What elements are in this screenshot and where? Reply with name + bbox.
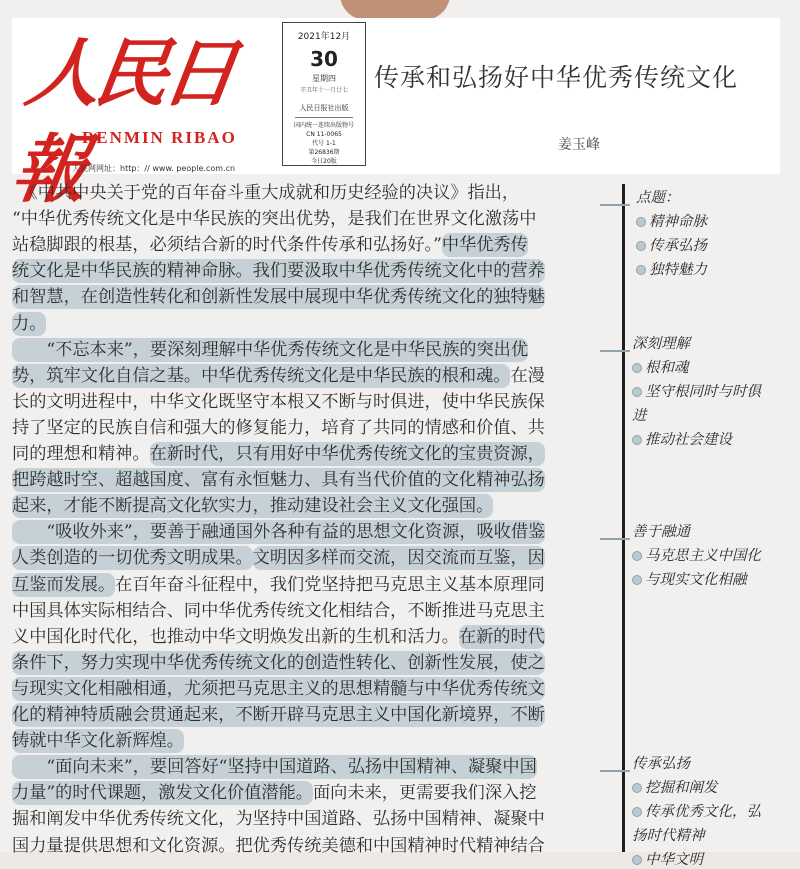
article-line	[12, 389, 545, 415]
note-text: 中华文明	[645, 852, 703, 868]
article-text: 在百年奋斗征程中，我们党坚持把马克思主义基本原理同	[115, 574, 545, 595]
note-text: 推动社会建设	[645, 432, 732, 448]
article-text: 站稳脚跟的根基，必须结合新的时代条件传承和弘扬好。”	[12, 235, 442, 256]
bullet-dot-icon	[632, 783, 642, 793]
date-box	[282, 22, 366, 166]
issn-line: CN 11-0065	[306, 131, 342, 138]
article-author: 姜玉峰	[558, 137, 600, 153]
article-line	[12, 337, 528, 363]
article-line	[12, 728, 184, 754]
note-text: 进	[632, 408, 647, 424]
note-item	[632, 824, 705, 845]
logo-pinyin: RENMIN RIBAO	[82, 128, 237, 147]
article-headline: 传承和弘扬好中华优秀传统文化	[374, 63, 739, 92]
article-line	[12, 598, 545, 624]
article-text: “中华优秀传统文化是中华民族的突出优势，是我们在世界文化激荡中	[12, 209, 537, 230]
note-item	[632, 544, 761, 565]
article-text: 《中共中央关于党的百年奋斗重大成就和历史经验的决议》指出，	[12, 183, 520, 203]
article-line	[12, 311, 46, 337]
article-text: 在漫	[510, 365, 545, 386]
note-item	[632, 380, 761, 401]
issn-line: 代号 1-1	[312, 140, 336, 147]
date-divider	[295, 117, 352, 118]
bullet-dot-icon	[632, 807, 642, 817]
website-line: 人民网网址：http：// www. people.com.cn	[72, 164, 236, 173]
top-decoration	[340, 0, 450, 20]
note-text: 传承优秀文化，弘	[645, 804, 761, 820]
note-text: 与现实文化相融	[645, 572, 747, 588]
note-item	[632, 568, 747, 589]
note-text: 根和魂	[645, 360, 689, 376]
article-text: 国力量提供思想和文化资源。把优秀传统美德和中国精神时代精神结合	[12, 835, 545, 856]
highlighted-text: 把跨越时空、超越国度、富有永恒魅力、具有当代价值的文化精神弘扬	[12, 470, 545, 491]
highlighted-text: 与现实文化相融相通，尤须把马克思主义的思想精髓与中华优秀传统文	[12, 678, 545, 699]
article-line	[12, 650, 545, 676]
issn-line: 国内统一连续出版物号	[293, 122, 354, 129]
article-line	[12, 415, 545, 441]
bullet-dot-icon	[632, 575, 642, 585]
highlighted-text: 力量”的时代课题，激发文化价值潜能。	[12, 783, 313, 804]
issn-line: 今日20版	[311, 158, 337, 165]
note-item	[636, 258, 707, 279]
article-text: 长的文明进程中，中华文化既坚守本根又不断与时俱进，使中华民族保	[12, 391, 545, 412]
bullet-dot-icon	[632, 551, 642, 561]
highlighted-text: 和智慧，在创造性转化和创新性发展中展现中华优秀传统文化的独特魅	[12, 287, 545, 308]
bullet-dot-icon	[632, 363, 642, 373]
note-item	[632, 776, 718, 797]
issn-block	[283, 121, 365, 166]
margin-divider-line	[622, 184, 625, 852]
note-item	[636, 210, 707, 231]
highlighted-text: 力。	[12, 313, 47, 334]
highlighted-text: 条件下，努力实现中华优秀传统文化的创造性转化、创新性发展，使之	[12, 652, 545, 673]
note-item	[632, 404, 647, 425]
note-heading: 传承弘扬	[632, 756, 690, 772]
article-line	[12, 676, 545, 702]
note-connector	[600, 204, 630, 206]
bullet-dot-icon	[636, 265, 646, 275]
note-item	[632, 848, 703, 869]
bullet-dot-icon	[632, 435, 642, 445]
note-item	[632, 428, 732, 449]
highlighted-text: 人类创造的一切优秀文明成果。	[12, 548, 253, 569]
date-weekday: 星期四	[312, 74, 336, 83]
date-day: 30	[310, 47, 338, 71]
article-text: 持了坚定的民族自信和强大的修复能力，培育了共同的情感和价值、共	[12, 417, 545, 438]
article-text: 同的理想和精神。	[12, 444, 150, 464]
highlighted-text: “不忘本来”，要深刻理解中华优秀传统文化是中华民族的突出优	[12, 339, 529, 360]
note-heading: 善于融通	[632, 524, 690, 540]
issn-line: 第26836期	[308, 149, 340, 156]
article-text: 义中国化时代化，也推动中华文明焕发出新的生机和活力。	[12, 626, 459, 647]
article-line	[12, 806, 545, 832]
date-lunar: 辛丑年十一月廿七	[299, 87, 348, 94]
logo-title: 人民日報	[7, 31, 237, 213]
note-text: 挖掘和阐发	[645, 780, 718, 796]
article-line	[12, 754, 537, 780]
note-connector	[600, 770, 630, 772]
article-line	[12, 833, 545, 859]
note-text: 扬时代精神	[632, 828, 705, 844]
note-text: 独特魅力	[649, 262, 707, 278]
article-line	[12, 441, 545, 467]
note-connector	[600, 538, 630, 540]
note-text: 传承弘扬	[649, 238, 707, 254]
highlighted-text: 铸就中华文化新辉煌。	[12, 731, 184, 752]
article-text: 中国具体实际相结合、同中华优秀传统文化相结合，不断推进马克思主	[12, 600, 545, 621]
highlighted-text: 在新的时代	[458, 626, 545, 647]
article-line	[12, 284, 545, 310]
note-text: 精神命脉	[649, 214, 707, 230]
article-line	[12, 519, 545, 545]
publisher: 人民日报社出版	[299, 104, 349, 112]
highlighted-text: 势，筑牢文化自信之基。中华优秀传统文化是中华民族的根和魂。	[12, 365, 511, 386]
bullet-dot-icon	[636, 241, 646, 251]
article-line	[12, 232, 528, 258]
highlighted-text: 文明因多样而交流，因交流而互鉴，因	[252, 548, 545, 569]
note-text: 坚守根同时与时俱	[645, 384, 761, 400]
highlighted-text: 中华优秀传	[441, 235, 528, 256]
note-item	[636, 234, 707, 255]
article-line	[12, 545, 545, 571]
highlighted-text: 互鉴而发展。	[12, 574, 116, 595]
article-line	[12, 702, 545, 728]
article-line	[12, 180, 519, 206]
article-line	[12, 467, 545, 493]
note-connector	[600, 350, 630, 352]
article-line	[12, 780, 536, 806]
note-text: 马克思主义中国化	[645, 548, 761, 564]
note-item	[632, 356, 689, 377]
article-line	[12, 363, 545, 389]
highlighted-text: 在新时代，只有用好中华优秀传统文化的宝贵资源，	[149, 444, 545, 464]
note-heading: 深刻理解	[632, 336, 690, 352]
note-heading: 点题：	[636, 190, 680, 206]
highlighted-text: 统文化是中华民族的精神命脉。我们要汲取中华优秀传统文化中的营养	[12, 261, 545, 282]
bullet-dot-icon	[632, 855, 642, 865]
article-line	[12, 572, 545, 598]
article-text: 面向未来，更需要我们深入挖	[312, 783, 537, 804]
bullet-dot-icon	[636, 217, 646, 227]
date-year-month: 2021年12月	[297, 32, 351, 42]
article-line	[12, 258, 545, 284]
note-item	[632, 800, 761, 821]
highlighted-text: “吸收外来”，要善于融通国外各种有益的思想文化资源，吸收借鉴	[12, 522, 546, 543]
article-line	[12, 206, 536, 232]
bullet-dot-icon	[632, 387, 642, 397]
highlighted-text: “面向未来”，要回答好“坚持中国道路、弘扬中国精神、凝聚中国	[12, 757, 537, 778]
article-line	[12, 624, 545, 650]
highlighted-text: 化的精神特质融会贯通起来，不断开辟马克思主义中国化新境界，不断	[12, 705, 545, 725]
highlighted-text: 起来，才能不断提高文化软实力，推动建设社会主义文化强国。	[12, 496, 494, 517]
article-line	[12, 493, 493, 519]
article-text: 掘和阐发中华优秀传统文化，为坚持中国道路、弘扬中国精神、凝聚中	[12, 809, 545, 830]
